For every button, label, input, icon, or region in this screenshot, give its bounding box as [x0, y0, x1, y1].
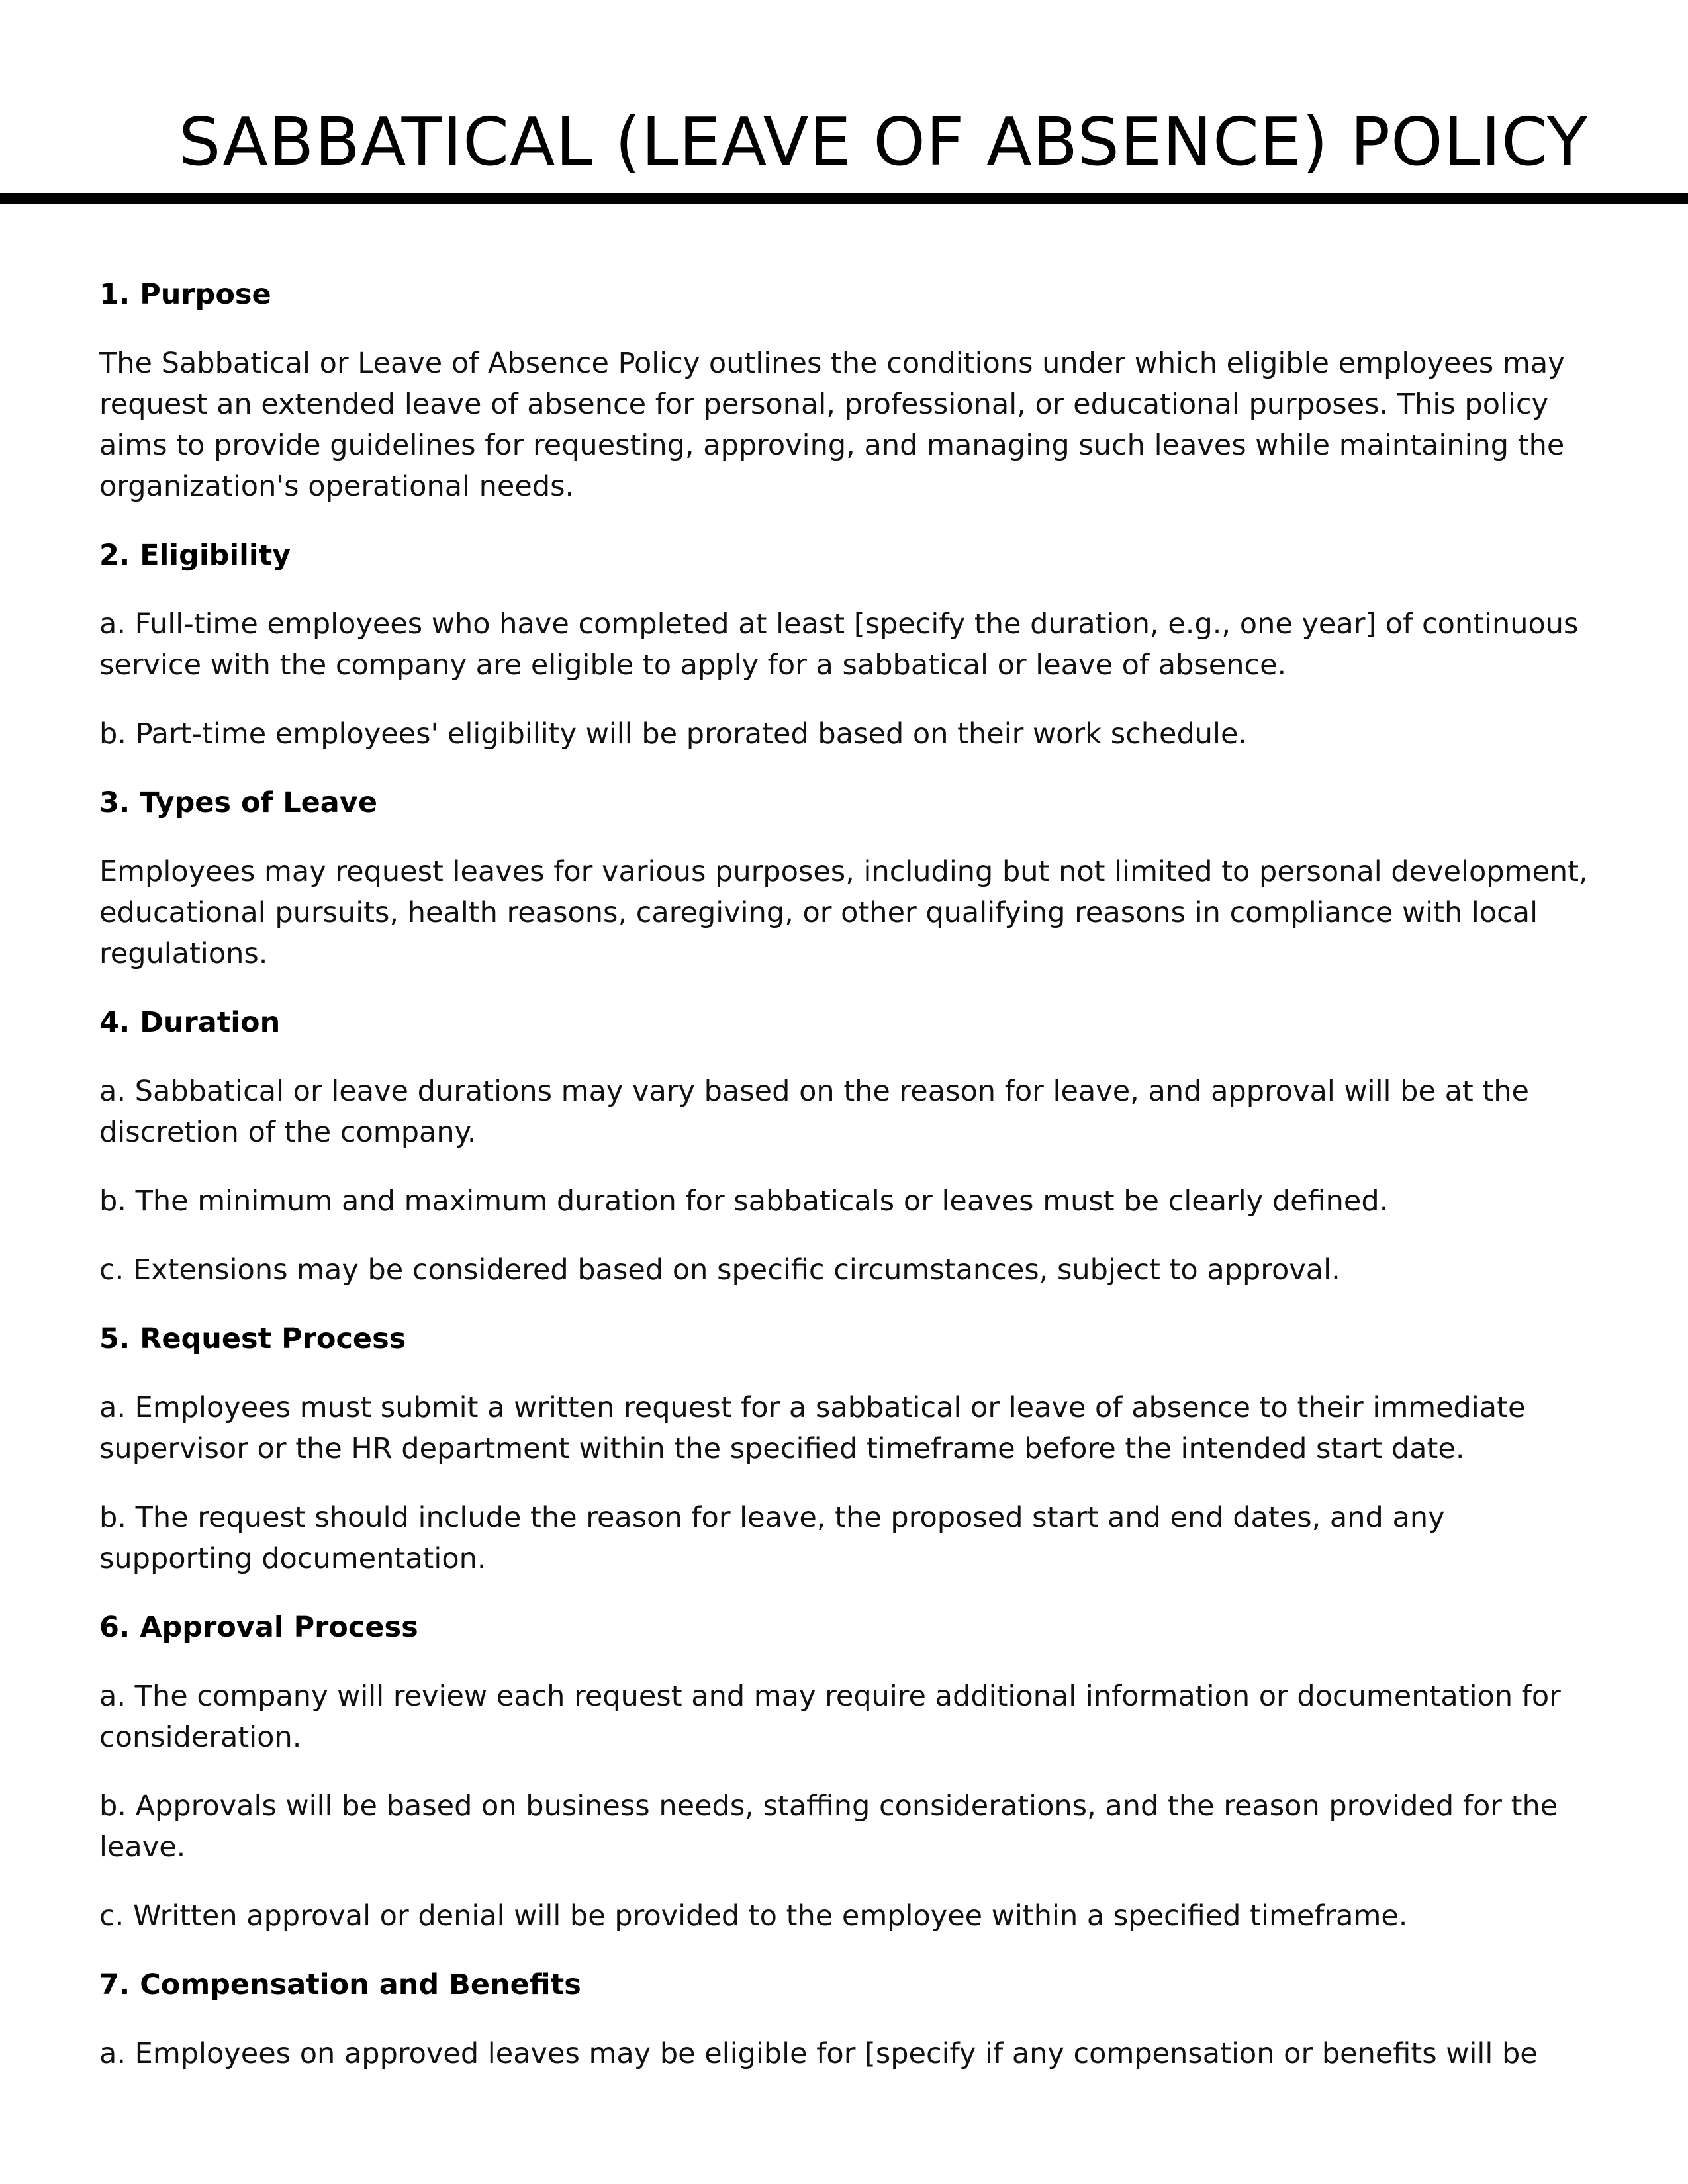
section-paragraph: a. Sabbatical or leave durations may vary based on the reason for leave, and approval will be at the discretion of the company. — [99, 1075, 1530, 1149]
section-purpose — [99, 274, 1589, 507]
section-paragraph: a. Employees on approved leaves may be eligible for [specify if any compensation or benefits will be — [99, 2037, 1538, 2070]
section-duration — [99, 1002, 1589, 1291]
section-compensation-and-benefits — [99, 1964, 1589, 2074]
section-paragraph: c. Written approval or denial will be provided to the employee within a specified timeframe. — [99, 1899, 1408, 1933]
section-paragraph: b. Part-time employees' eligibility will be prorated based on their work schedule. — [99, 717, 1248, 751]
section-paragraph: c. Extensions may be considered based on specific circumstances, subject to approval. — [99, 1253, 1340, 1287]
section-paragraph: b. The request should include the reason for leave, the proposed start and end dates, and any supporting documentation. — [99, 1501, 1445, 1575]
section-approval-process — [99, 1607, 1589, 1936]
section-paragraph: The Sabbatical or Leave of Absence Policy outlines the conditions under which eligible employees may request an extended leave of absence for personal, professional, or educational purposes. This policy aims to provide guidelines for requesting, approving, and managing such leaves while maintaining the organization's operational needs. — [99, 347, 1565, 503]
section-types-of-leave — [99, 782, 1589, 974]
section-heading: 1. Purpose — [99, 278, 271, 311]
section-paragraph: a. The company will review each request and may require additional information or documentation for consideration. — [99, 1680, 1561, 1754]
title-divider — [0, 193, 1688, 204]
section-heading: 4. Duration — [99, 1006, 281, 1039]
section-eligibility — [99, 535, 1589, 754]
section-heading: 7. Compensation and Benefits — [99, 1968, 581, 2001]
section-heading: 5. Request Process — [99, 1322, 406, 1355]
document-body — [99, 274, 1589, 2102]
section-paragraph: b. Approvals will be based on business needs, staffing considerations, and the reason provided for the leave. — [99, 1790, 1558, 1864]
section-heading: 6. Approval Process — [99, 1611, 418, 1644]
section-paragraph: a. Full-time employees who have completed at least [specify the duration, e.g., one year] of continuous service with the company are eligible to apply for a sabbatical or leave of absence. — [99, 608, 1579, 682]
document-title: SABBATICAL (LEAVE OF ABSENCE) POLICY — [179, 103, 1589, 181]
section-paragraph: Employees may request leaves for various purposes, including but not limited to personal development, educational pursuits, health reasons, caregiving, or other qualifying reasons in compliance with local regulations. — [99, 855, 1588, 970]
section-paragraph: b. The minimum and maximum duration for sabbaticals or leaves must be clearly defined. — [99, 1185, 1389, 1218]
section-heading: 3. Types of Leave — [99, 786, 377, 819]
section-heading: 2. Eligibility — [99, 539, 291, 572]
section-request-process — [99, 1318, 1589, 1579]
section-paragraph: a. Employees must submit a written request for a sabbatical or leave of absence to their immediate supervisor or the HR department within the specified timeframe before the intended start date. — [99, 1391, 1526, 1465]
